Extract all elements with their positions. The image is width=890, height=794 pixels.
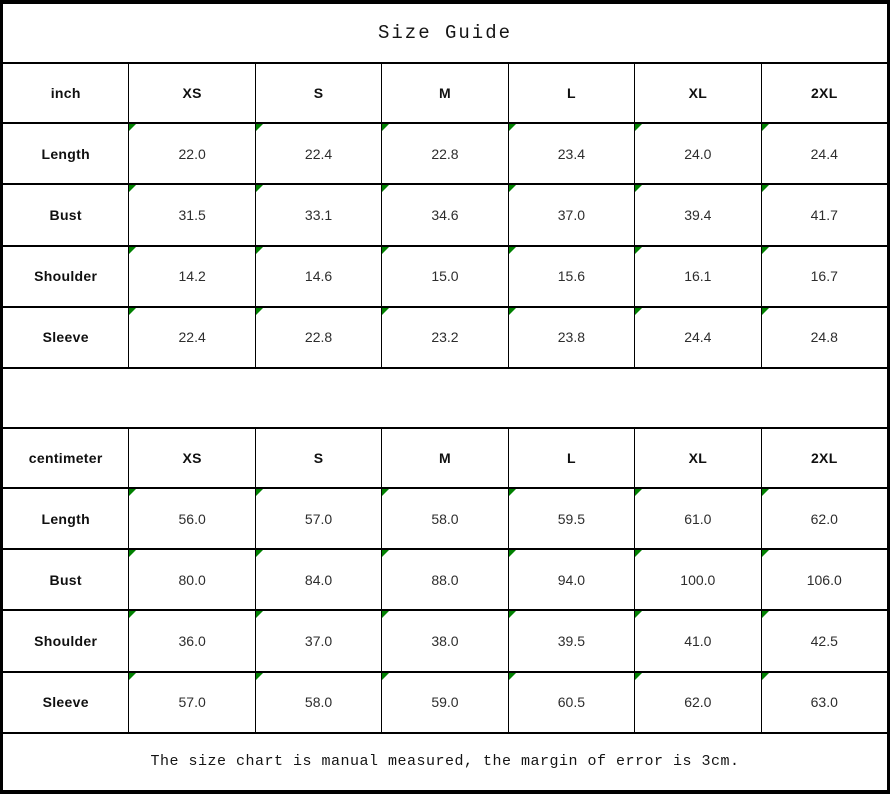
value-cell <box>255 610 381 671</box>
row-label-length: Length <box>3 123 129 184</box>
cell-corner-flag-icon <box>256 489 263 496</box>
value-cell <box>635 123 761 184</box>
cell-corner-flag-icon <box>129 124 136 131</box>
cell-corner-flag-icon <box>382 611 389 618</box>
cell-value: 16.1 <box>684 268 712 285</box>
footer-note: The size chart is manual measured, the margin of error is 3cm. <box>3 733 888 791</box>
size-header-m: M <box>382 428 508 488</box>
cell-value: 14.6 <box>304 268 333 285</box>
cell-value: 23.4 <box>557 145 586 162</box>
cell-value: 59.5 <box>557 510 586 527</box>
value-cell <box>761 184 887 245</box>
value-cell <box>635 488 761 549</box>
cell-value: 33.1 <box>304 206 333 223</box>
table-row <box>3 123 888 184</box>
cell-value: 23.2 <box>431 329 459 346</box>
cell-corner-flag-icon <box>762 185 769 192</box>
cell-value: 39.5 <box>557 632 586 649</box>
value-cell <box>761 610 887 671</box>
centimeter-header-row <box>3 428 888 488</box>
value-cell <box>382 610 508 671</box>
title-row <box>3 3 888 63</box>
cell-corner-flag-icon <box>509 489 516 496</box>
cell-corner-flag-icon <box>382 247 389 254</box>
cell-corner-flag-icon <box>382 673 389 680</box>
value-cell <box>382 246 508 307</box>
cell-value: 42.5 <box>810 632 838 649</box>
cell-value: 58.0 <box>431 510 459 527</box>
value-cell <box>129 123 255 184</box>
cell-corner-flag-icon <box>509 308 516 315</box>
row-label-sleeve: Sleeve <box>3 672 129 733</box>
unit-header-inch: inch <box>3 63 129 123</box>
cell-value: 41.7 <box>810 206 838 223</box>
cell-corner-flag-icon <box>762 308 769 315</box>
value-cell <box>382 672 508 733</box>
value-cell <box>382 307 508 368</box>
size-header-l: L <box>508 428 634 488</box>
value-cell <box>761 246 887 307</box>
value-cell <box>255 184 381 245</box>
value-cell <box>129 488 255 549</box>
cell-value: 24.4 <box>684 329 712 346</box>
cell-corner-flag-icon <box>256 185 263 192</box>
cell-corner-flag-icon <box>762 124 769 131</box>
cell-corner-flag-icon <box>382 489 389 496</box>
table-row <box>3 610 888 671</box>
cell-value: 84.0 <box>304 571 333 588</box>
cell-value: 94.0 <box>557 571 586 588</box>
cell-corner-flag-icon <box>382 124 389 131</box>
cell-corner-flag-icon <box>762 550 769 557</box>
cell-value: 62.0 <box>684 694 712 711</box>
cell-value: 58.0 <box>304 694 333 711</box>
cell-corner-flag-icon <box>256 611 263 618</box>
row-label-shoulder: Shoulder <box>3 610 129 671</box>
cell-corner-flag-icon <box>509 185 516 192</box>
value-cell <box>129 610 255 671</box>
cell-value: 22.8 <box>431 145 459 162</box>
cell-value: 57.0 <box>304 510 333 527</box>
cell-value: 37.0 <box>557 206 586 223</box>
cell-corner-flag-icon <box>129 611 136 618</box>
cell-value: 22.4 <box>304 145 333 162</box>
cell-corner-flag-icon <box>509 611 516 618</box>
cell-value: 56.0 <box>178 510 206 527</box>
value-cell <box>508 123 634 184</box>
cell-corner-flag-icon <box>509 673 516 680</box>
cell-value: 31.5 <box>178 206 206 223</box>
cell-value: 38.0 <box>431 632 459 649</box>
spacer-cell <box>3 368 888 428</box>
value-cell <box>761 307 887 368</box>
cell-corner-flag-icon <box>382 550 389 557</box>
size-header-xl: XL <box>635 428 761 488</box>
cell-corner-flag-icon <box>635 489 642 496</box>
cell-value: 22.0 <box>178 145 206 162</box>
cell-value: 80.0 <box>178 571 206 588</box>
row-label-bust: Bust <box>3 549 129 610</box>
cell-corner-flag-icon <box>635 673 642 680</box>
cell-corner-flag-icon <box>509 124 516 131</box>
cell-value: 24.0 <box>684 145 712 162</box>
cell-corner-flag-icon <box>129 308 136 315</box>
cell-corner-flag-icon <box>635 185 642 192</box>
cell-corner-flag-icon <box>762 247 769 254</box>
cell-value: 15.6 <box>557 268 586 285</box>
value-cell <box>255 307 381 368</box>
spacer-row <box>3 368 888 428</box>
cell-corner-flag-icon <box>509 550 516 557</box>
cell-value: 100.0 <box>680 571 716 588</box>
cell-value: 37.0 <box>304 632 333 649</box>
cell-value: 63.0 <box>810 694 838 711</box>
cell-corner-flag-icon <box>509 247 516 254</box>
row-label-bust: Bust <box>3 184 129 245</box>
table-row <box>3 184 888 245</box>
value-cell <box>129 307 255 368</box>
value-cell <box>635 184 761 245</box>
value-cell <box>255 123 381 184</box>
size-header-xs: XS <box>129 63 255 123</box>
cell-corner-flag-icon <box>256 673 263 680</box>
inch-header-row <box>3 63 888 123</box>
cell-corner-flag-icon <box>129 247 136 254</box>
table-row <box>3 307 888 368</box>
size-header-2xl: 2XL <box>761 428 887 488</box>
size-header-xl: XL <box>635 63 761 123</box>
unit-header-centimeter: centimeter <box>3 428 129 488</box>
cell-value: 22.4 <box>178 329 206 346</box>
cell-value: 39.4 <box>684 206 712 223</box>
value-cell <box>635 672 761 733</box>
value-cell <box>255 549 381 610</box>
value-cell <box>255 488 381 549</box>
cell-value: 14.2 <box>178 268 206 285</box>
value-cell <box>508 610 634 671</box>
cell-corner-flag-icon <box>256 247 263 254</box>
cell-corner-flag-icon <box>762 673 769 680</box>
value-cell <box>508 246 634 307</box>
cell-corner-flag-icon <box>256 124 263 131</box>
value-cell <box>508 672 634 733</box>
cell-corner-flag-icon <box>762 489 769 496</box>
value-cell <box>508 549 634 610</box>
cell-value: 34.6 <box>431 206 459 223</box>
cell-value: 23.8 <box>557 329 586 346</box>
size-header-l: L <box>508 63 634 123</box>
value-cell <box>255 672 381 733</box>
value-cell <box>129 246 255 307</box>
size-header-m: M <box>382 63 508 123</box>
cell-value: 16.7 <box>810 268 838 285</box>
table-row <box>3 672 888 733</box>
table-row <box>3 488 888 549</box>
page-title: Size Guide <box>3 3 888 63</box>
row-label-shoulder: Shoulder <box>3 246 129 307</box>
value-cell <box>635 307 761 368</box>
value-cell <box>382 184 508 245</box>
value-cell <box>129 672 255 733</box>
cell-value: 61.0 <box>684 510 712 527</box>
cell-corner-flag-icon <box>635 550 642 557</box>
value-cell <box>761 549 887 610</box>
cell-corner-flag-icon <box>635 124 642 131</box>
value-cell <box>382 123 508 184</box>
value-cell <box>382 549 508 610</box>
size-guide-table <box>2 2 888 792</box>
size-header-2xl: 2XL <box>761 63 887 123</box>
cell-corner-flag-icon <box>382 308 389 315</box>
cell-value: 24.8 <box>810 329 838 346</box>
cell-corner-flag-icon <box>129 185 136 192</box>
cell-value: 36.0 <box>178 632 206 649</box>
cell-value: 62.0 <box>810 510 838 527</box>
cell-corner-flag-icon <box>382 185 389 192</box>
value-cell <box>508 488 634 549</box>
value-cell <box>635 610 761 671</box>
cell-value: 41.0 <box>684 632 712 649</box>
cell-value: 22.8 <box>304 329 333 346</box>
value-cell <box>761 123 887 184</box>
value-cell <box>635 549 761 610</box>
cell-corner-flag-icon <box>129 673 136 680</box>
cell-value: 15.0 <box>431 268 459 285</box>
cell-corner-flag-icon <box>635 611 642 618</box>
table-row <box>3 246 888 307</box>
value-cell <box>129 184 255 245</box>
row-label-sleeve: Sleeve <box>3 307 129 368</box>
cell-value: 24.4 <box>810 145 838 162</box>
size-header-s: S <box>255 63 381 123</box>
cell-corner-flag-icon <box>129 489 136 496</box>
cell-value: 106.0 <box>806 571 842 588</box>
value-cell <box>255 246 381 307</box>
value-cell <box>508 184 634 245</box>
value-cell <box>382 488 508 549</box>
cell-value: 57.0 <box>178 694 206 711</box>
size-header-xs: XS <box>129 428 255 488</box>
value-cell <box>761 672 887 733</box>
value-cell <box>129 549 255 610</box>
footer-row <box>3 733 888 791</box>
value-cell <box>635 246 761 307</box>
value-cell <box>508 307 634 368</box>
value-cell <box>761 488 887 549</box>
cell-corner-flag-icon <box>762 611 769 618</box>
size-header-s: S <box>255 428 381 488</box>
cell-value: 60.5 <box>557 694 586 711</box>
cell-value: 59.0 <box>431 694 459 711</box>
cell-corner-flag-icon <box>256 550 263 557</box>
cell-corner-flag-icon <box>129 550 136 557</box>
cell-corner-flag-icon <box>256 308 263 315</box>
cell-corner-flag-icon <box>635 308 642 315</box>
table-row <box>3 549 888 610</box>
row-label-length: Length <box>3 488 129 549</box>
cell-corner-flag-icon <box>635 247 642 254</box>
cell-value: 88.0 <box>431 571 459 588</box>
